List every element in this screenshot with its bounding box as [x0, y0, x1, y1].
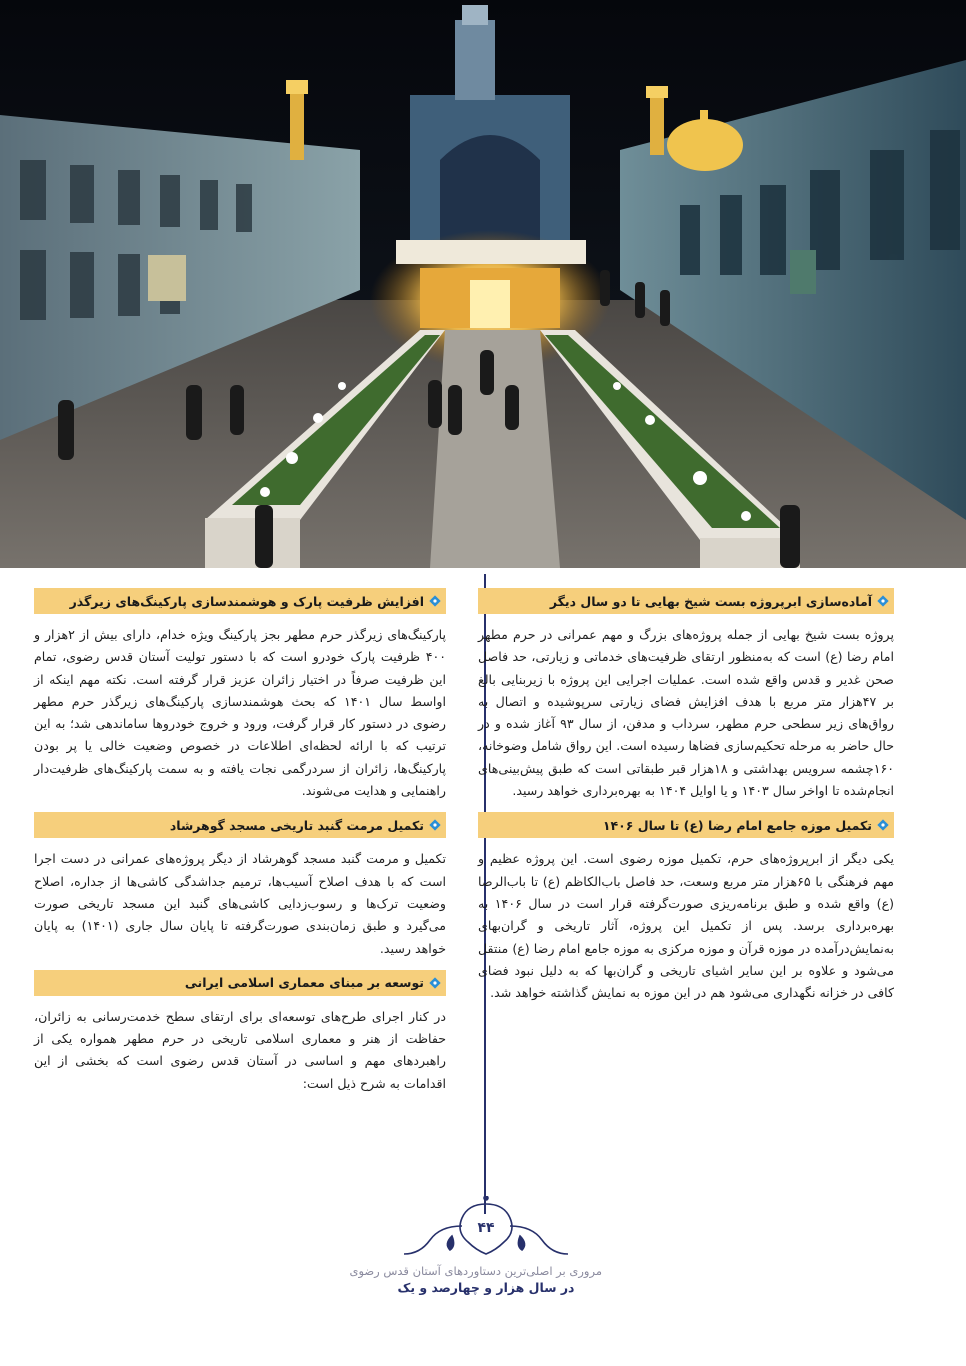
diamond-bullet-icon: [428, 976, 442, 990]
shrine-photo-illustration: [0, 0, 966, 568]
diamond-bullet-icon: [876, 594, 890, 608]
page-footer: [349, 1196, 602, 1356]
section-paragraph: تکمیل و مرمت گنبد مسجد گوهرشاد از دیگر پروژه‌های عمرانی در دست اجرا است که با هدف اصلاح آسیب‌ها، ترمیم جداشدگی کاشی‌ها از جداره، اصلاح وضعیت ترک‌ها و رسوب‌زدایی کاشی‌های گنبد این مسجد تاریخی صورت می‌گیرد و طبق زمان‌بندی صورت‌گرفته تا پایان سال جاری (۱۴۰۱) به پایان خواهد رسید.: [34, 851, 446, 956]
section-paragraph: یکی دیگر از ابرپروژه‌های حرم، تکمیل موزه رضوی است. این پروژه عظیم و مهم فرهنگی با ۶۵هزار متر مربع وسعت، حد فاصل باب‌الکاظم (ع) تا باب‌الرضا (ع) واقع شده و طبق برنامه‌ریزی صورت‌گرفته قرار است در سال ۱۴۰۶ به بهره‌برداری برسد. پس از تکمیل این پروژه، آثار تاریخی و گران‌بهای به‌نمایش‌درآمده در موزه قرآن و موزه مرکزی به موزه جامع امام رضا (ع) منتقل می‌شود و علاوه بر این سایر اشیای تاریخی و گران‌بها که به دلیل نبود فضای کافی در خزانه نگهداری می‌شود هم در این موزه به نمایش گذاشته خواهد شد.: [478, 851, 895, 1001]
section-paragraph: در کنار اجرای طرح‌های توسعه‌ای برای ارتقای سطح خدمت‌رسانی به زائران، حفاظت از هنر و معماری اسلامی تاریخی در حرم مطهر همواره یکی از راهبردهای مهم و اساسی در آستان قدس رضوی است که بخشی از این اقدامات به شرح ذیل است:: [34, 1008, 446, 1091]
section-heading-text: تکمیل مرمت گنبد تاریخی مسجد گوهرشاد: [169, 817, 424, 833]
section-heading-text: آماده‌سازی ابرپروژه بست شیخ بهایی تا دو سال دیگر: [549, 593, 872, 609]
section-paragraph: پارکینگ‌های زیرگذر حرم مطهر بجز پارکینگ ویژه خدام، دارای بیش از ۲هزار و ۴۰۰ ظرفیت پارک خودرو است که با دستور تولیت آستان قدس رضوی، تمام این ظرفیت صرفاً در اختیار زائران عزیز قرار گرفته است. نکته مهم اینکه از اواسط سال ۱۴۰۱ که بحث هوشمندسازی پارکینگ‌های زیرگذر حرم مطهر رضوی در دستور کار قرار گرفت، ورود و خروج خودروها ساماندهی شد؛ به این ترتیب که با ارائه لحظه‌ای اطلاعات در خصوص وضعیت خالی یا پر بودن پارکینگ‌ها، زائران از سردرگمی نجات یافته و به سمت پارکینگ‌های ظرفیت‌دار راهنمایی و هدایت می‌شوند.: [34, 627, 447, 799]
section-paragraph: پروژه بست شیخ بهایی از جمله پروژه‌های بزرگ و مهم عمرانی در حرم مطهر امام رضا (ع) است که به‌منظور ارتقای ظرفیت‌های خدماتی و زیارتی، حد فاصل صحن غدیر و قدس واقع شده است. عملیات اجرایی این پروژه با زیربنایی بالغ بر ۴۷هزار متر مربع با هدف افزایش فضای زیارتی سرپوشیده و اتصال به رواق‌های زیر سطحی حرم مطهر، سرداب و مدفن، از سال ۹۳ آغاز شده و در حال حاضر به مرحله تحکیم‌سازی فضاها رسیده است. این رواق شامل وضوخانه، ۱۶۰چشمه سرویس بهداشتی و ۱۸هزار قبر طبقاتی است که طبق پیش‌بینی‌های انجام‌شده تا اواخر سال ۱۴۰۳ و یا اوایل ۱۴۰۴ به بهره‌برداری خواهد رسید.: [478, 627, 894, 799]
right-column: [478, 588, 894, 1014]
section-heading: [34, 812, 446, 838]
page-number: ۴۴: [477, 1220, 495, 1236]
footer-year-line: در سال هزار و چهارصد و یک: [397, 1280, 575, 1295]
diamond-bullet-icon: [428, 818, 442, 832]
shrine-courtyard-photo: [0, 0, 966, 568]
section-heading-text: افزایش ظرفیت پارک و هوشمندسازی پارکینگ‌های زیرگذر: [69, 593, 424, 609]
section-heading: [478, 588, 894, 614]
section-heading: [34, 588, 446, 614]
left-column: [34, 588, 446, 1105]
section-heading: [34, 970, 446, 996]
section-heading-text: توسعه بر مبنای معماری اسلامی ایرانی: [184, 975, 424, 991]
section-heading-text: تکمیل موزه جامع امام رضا (ع) تا سال ۱۴۰۶: [602, 817, 872, 833]
footer-subtitle: مروری بر اصلی‌ترین دستاوردهای آستان قدس رضوی: [349, 1264, 602, 1278]
diamond-bullet-icon: [876, 818, 890, 832]
section-heading: [478, 812, 894, 838]
diamond-bullet-icon: [428, 594, 442, 608]
